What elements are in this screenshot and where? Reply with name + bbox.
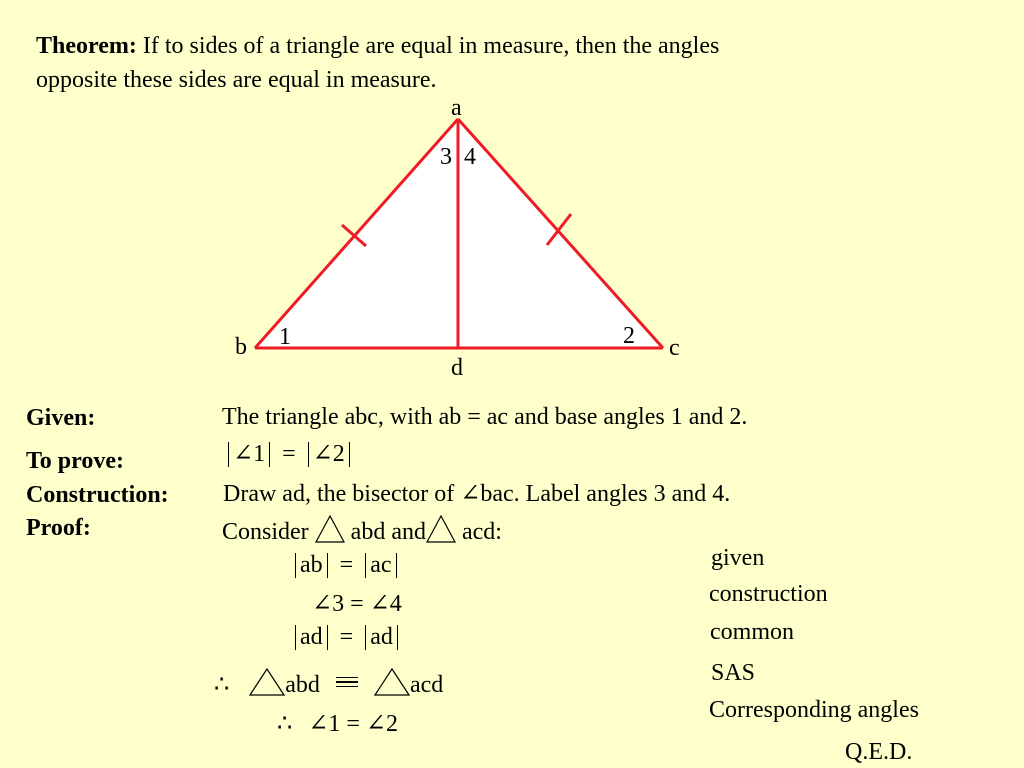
construction-angle: ∠bac <box>460 481 514 507</box>
proof-label: Proof: <box>26 515 91 541</box>
construction-text <box>223 482 730 506</box>
therefore-symbol: ∴ <box>277 711 293 737</box>
triangle-icon <box>426 515 456 543</box>
proof-step-2: ∠3 = ∠4 <box>312 591 402 617</box>
proof-step-4 <box>214 668 443 697</box>
congruent-symbol <box>336 674 358 691</box>
proof-step-1 <box>295 553 397 578</box>
step1-lhs: ab <box>295 553 328 578</box>
proof-step-3 <box>295 625 398 650</box>
angle-3-label: 3 <box>440 144 452 170</box>
triangle-icon <box>374 668 410 696</box>
vertex-c-label: c <box>669 335 680 361</box>
to-prove-lhs: ∠1 <box>228 442 270 467</box>
construction-text-a: Draw ad, the bisector of <box>223 481 461 507</box>
step3-lhs: ad <box>295 625 328 650</box>
angle-2-label: 2 <box>623 323 635 349</box>
proof-tri2: acd: <box>461 519 502 545</box>
step4-tri1: abd <box>285 672 320 698</box>
proof-tri1: abd <box>350 519 386 545</box>
theorem-label: Theorem: <box>36 33 137 59</box>
step5-text: ∠1 = ∠2 <box>308 711 399 737</box>
step1-rhs: ac <box>365 553 396 578</box>
step3-rhs: ad <box>365 625 398 650</box>
step3-eq: = <box>339 624 354 650</box>
proof-consider-line <box>222 515 502 544</box>
given-text: The triangle abc, with ab = ac and base angles 1 and 2. <box>222 404 748 430</box>
to-prove-rhs: ∠2 <box>308 442 350 467</box>
to-prove-eq: = <box>282 441 296 467</box>
vertex-a-label: a <box>451 95 462 121</box>
theorem-text-1: If to sides of a triangle are equal in measure, then the angles <box>142 33 720 59</box>
vertex-d-label: d <box>451 355 463 381</box>
qed: Q.E.D. <box>845 739 913 765</box>
theorem-text-2: opposite these sides are equal in measure. <box>36 67 437 93</box>
proof-consider: Consider <box>222 519 309 545</box>
reason-given: given <box>711 545 765 571</box>
construction-label: Construction: <box>26 482 169 508</box>
proof-step-5 <box>277 712 398 736</box>
to-prove-label: To prove: <box>26 448 125 474</box>
step1-eq: = <box>339 552 354 578</box>
vertex-b-label: b <box>235 334 247 360</box>
proof-and: and <box>391 519 426 545</box>
angle-1-label: 1 <box>279 324 291 350</box>
step4-tri2: acd <box>409 672 444 698</box>
therefore-symbol: ∴ <box>214 672 230 698</box>
triangle-icon <box>249 668 285 696</box>
to-prove-statement <box>228 442 350 467</box>
construction-text-b: . Label angles 3 and 4. <box>513 481 731 507</box>
triangle-icon <box>315 515 345 543</box>
given-label: Given: <box>26 405 96 431</box>
reason-sas: SAS <box>711 660 756 686</box>
angle-4-label: 4 <box>464 144 476 170</box>
reason-construction: construction <box>709 581 828 607</box>
reason-common: common <box>710 619 794 645</box>
reason-corresponding-angles: Corresponding angles <box>709 697 919 723</box>
